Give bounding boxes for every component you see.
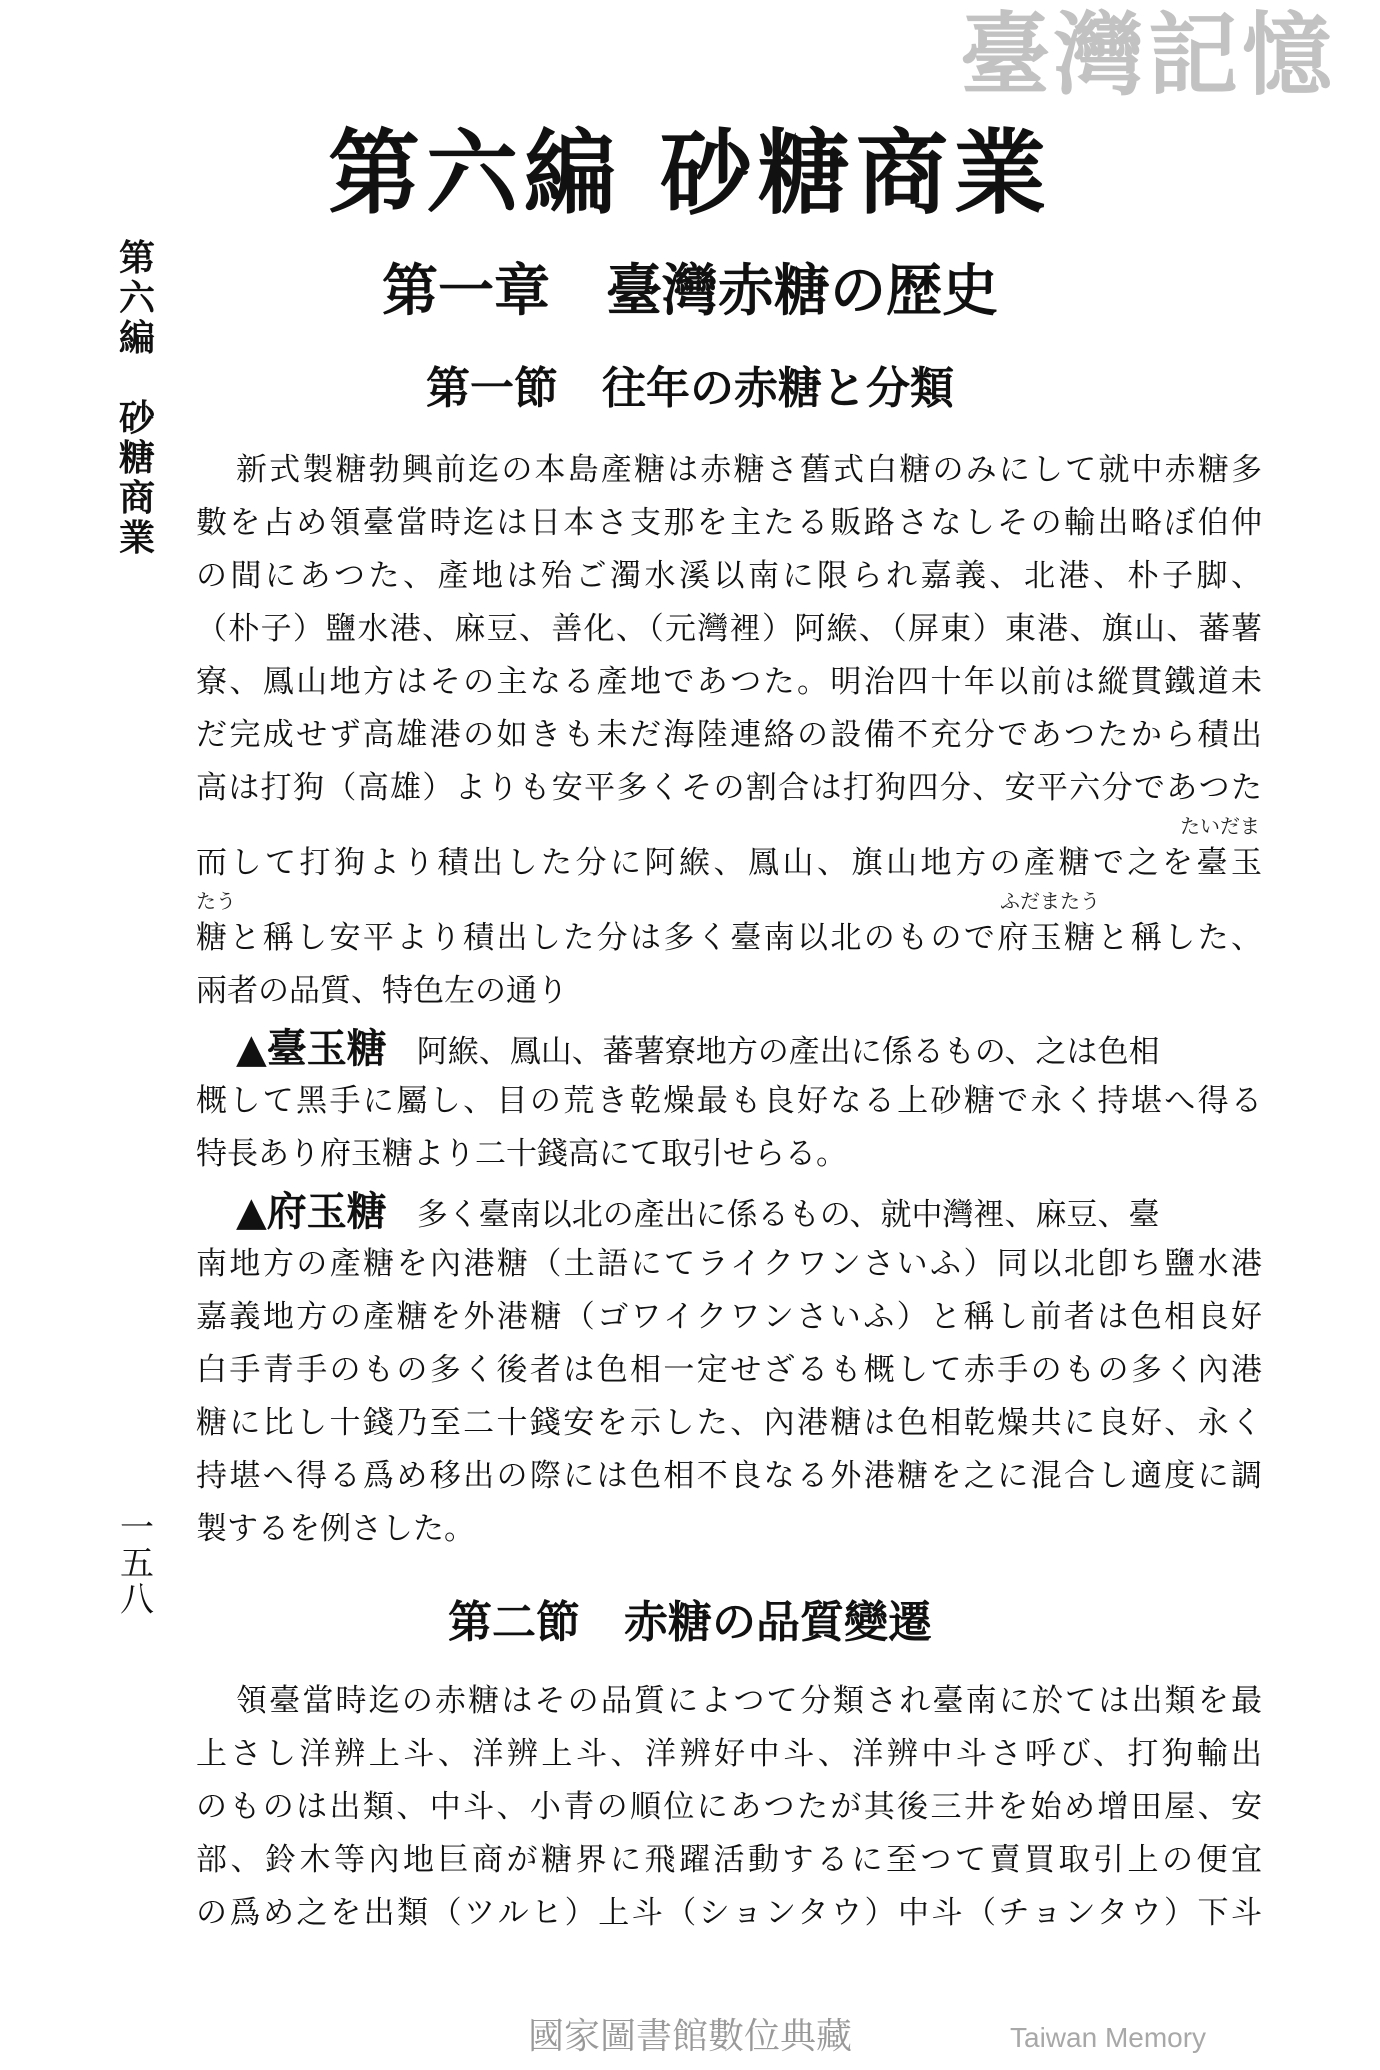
text-line: 多く臺南以北の產出に係るもの、就中灣裡、麻豆、臺 [416,1197,1160,1233]
ruby-annotation: たいだま [1180,814,1260,838]
text-line: 糖に比し十錢乃至二十錢安を示した、內港糖は色相乾燥共に良好、永く [196,1405,1262,1441]
item-term: ▲臺玉糖 [236,1025,387,1072]
text-line: 概して黑手に屬し、目の荒き乾燥最も良好なる上砂糖で永く持堪へ得る [196,1083,1262,1119]
text-line: 兩者の品質、特色左の通り [196,973,568,1009]
text-line: 而して打狗より積出した分に阿緱、鳳山、旗山地方の產糖で之を臺玉 [196,845,1262,881]
ruby-annotation: たう [196,889,236,913]
footer-credit: 國家圖書館數位典藏 [527,2016,852,2057]
text-line: 南地方の產糖を內港糖（土語にてライクワンさいふ）同以北卽ち鹽水港 [196,1246,1262,1282]
watermark-logo: 臺灣記憶 [960,2,1336,108]
item-fugyoku [196,1185,1262,1238]
item-daigyoku [196,1022,1262,1075]
text-line: 高は打狗（高雄）よりも安平多くその割合は打狗四分、安平六分であつた [196,770,1262,806]
text-line: の爲め之を出類（ツルヒ）上斗（ションタウ）中斗（チョンタウ）下斗 [196,1895,1262,1931]
text-line: 製するを例さした。 [196,1511,475,1547]
text-line: 寮、鳳山地方はその主なる產地であつた。明治四十年以前は縱貫鐵道未 [196,664,1262,700]
text-line: 數を占め領臺當時迄は日本さ支那を主たる販路さなしその輸出略ぼ伯仲 [196,505,1262,541]
text-line: 上さし洋辨上斗、洋辨上斗、洋辨好中斗、洋辨中斗さ呼び、打狗輸出 [196,1736,1262,1772]
item-term: ▲府玉糖 [236,1188,387,1235]
side-running-header: 第 六 編 砂 糖 商 業 [118,237,155,559]
text-line: 白手青手のもの多く後者は色相一定せざるも概して赤手のもの多く內港 [196,1352,1262,1388]
text-line: 新式製糖勃興前迄の本島產糖は赤糖さ舊式白糖のみにして就中赤糖多 [236,452,1262,488]
section-1-heading: 第一節 往年の赤糖と分類 [426,363,954,414]
text-line: 領臺當時迄の赤糖はその品質によつて分類され臺南に於ては出類を最 [236,1683,1262,1719]
text-line: だ完成せず高雄港の如きも未だ海陸連絡の設備不充分であつたから積出 [196,717,1262,753]
page-number: 一 五 八 [120,1508,154,1620]
text-line: のものは出類、中斗、小青の順位にあつたが其後三井を始め增田屋、安 [196,1789,1262,1825]
section-1-paragraph [196,444,1262,1556]
text-line: 嘉義地方の產糖を外港糖（ゴワイクワンさいふ）と稱し前者は色相良好 [196,1299,1262,1335]
chapter-title: 第一章 臺灣赤糖の歴史 [382,258,998,324]
text-line: （朴子）鹽水港、麻豆、善化、（元灣裡）阿緱、（屏東）東港、旗山、蕃薯 [196,611,1262,647]
section-2-paragraph [196,1675,1262,1940]
text-line: 糖と稱し安平より積出した分は多く臺南以北のもので府玉糖と稱した、 [196,920,1262,956]
text-line: 持堪へ得る爲め移出の際には色相不良なる外港糖を之に混合し適度に調 [196,1458,1262,1494]
text-line: 特長あり府玉糖より二十錢高にて取引せらる。 [196,1136,847,1172]
watermark-subtitle: Taiwan Memory [1010,2022,1207,2053]
text-line: 阿緱、鳳山、蕃薯寮地方の產出に係るもの、之は色相 [416,1034,1160,1070]
part-title: 第六編 砂糖商業 [327,119,1053,227]
text-line: の間にあつた、產地は殆ご濁水溪以南に限られ嘉義、北港、朴子脚、 [196,558,1262,594]
ruby-annotation: ふだまたう [1000,889,1100,913]
text-line: 部、鈴木等內地巨商が糖界に飛躍活動するに至つて賣買取引上の便宜 [196,1842,1262,1878]
section-2-heading: 第二節 赤糖の品質變遷 [448,1597,932,1648]
